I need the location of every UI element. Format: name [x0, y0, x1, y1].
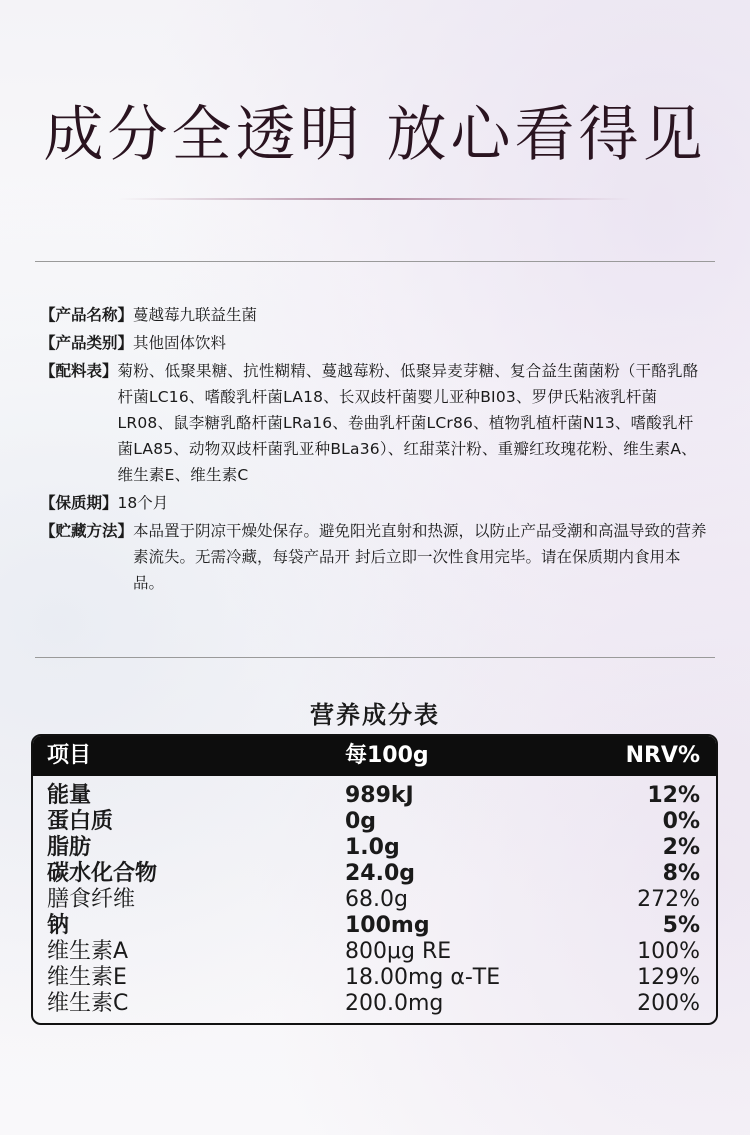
header-nrv: NRV% [625, 743, 700, 768]
headline-underline [118, 198, 632, 200]
table-row [33, 835, 716, 861]
row-per100g: 0g [345, 809, 377, 834]
row-nrv: 2% [662, 835, 700, 860]
nutrition-table-header [33, 736, 716, 776]
header-per100g: 每100g [345, 743, 429, 768]
row-item: 蛋白质 [47, 809, 114, 834]
row-nrv: 100% [637, 939, 700, 964]
info-row-name [40, 302, 708, 328]
table-row [33, 939, 716, 965]
row-nrv: 8% [662, 861, 700, 886]
row-item: 钠 [47, 913, 70, 938]
row-per100g: 1.0g [345, 835, 400, 860]
table-row [33, 913, 716, 939]
row-item: 膳食纤维 [47, 887, 136, 912]
header-item: 项目 [47, 743, 92, 768]
row-item: 维生素C [47, 991, 129, 1016]
divider-middle [35, 657, 715, 658]
name-value: 蔓越莓九联益生菌 [133, 306, 258, 324]
row-per100g: 68.0g [345, 887, 408, 912]
row-item: 维生素A [47, 939, 129, 964]
shelf-life-value: 18个月 [117, 494, 169, 512]
nutrition-table-body [33, 783, 716, 1017]
row-item: 维生素E [47, 965, 127, 990]
row-per100g: 18.00mg α-TE [345, 965, 501, 990]
table-row [33, 783, 716, 809]
row-nrv: 0% [662, 809, 700, 834]
info-row-storage [40, 518, 708, 596]
info-row-ingredients [40, 358, 708, 488]
info-row-category [40, 330, 708, 356]
row-item: 能量 [47, 783, 92, 808]
row-per100g: 100mg [345, 913, 430, 938]
storage-value: 本品置于阴凉干燥处保存。避免阳光直射和热源，以防止产品受潮和高温导致的营养素流失。无需冷藏，每袋产品开 封后立即一次性食用完毕。请在保质期内食用本品。 [133, 522, 707, 592]
table-row [33, 887, 716, 913]
row-per100g: 989kJ [345, 783, 414, 808]
row-nrv: 200% [637, 991, 700, 1016]
row-nrv: 129% [637, 965, 700, 990]
row-item: 脂肪 [47, 835, 92, 860]
ingredients-label: 【配料表】 [40, 362, 118, 380]
row-per100g: 200.0mg [345, 991, 444, 1016]
nutrition-table [31, 734, 718, 1025]
row-nrv: 12% [647, 783, 700, 808]
table-row [33, 965, 716, 991]
table-row [33, 809, 716, 835]
category-label: 【产品类别】 [40, 334, 134, 352]
storage-label: 【贮藏方法】 [40, 522, 134, 540]
row-per100g: 24.0g [345, 861, 416, 886]
table-row [33, 991, 716, 1017]
info-row-shelf-life [40, 490, 708, 516]
row-per100g: 800μg RE [345, 939, 452, 964]
table-row [33, 861, 716, 887]
row-item: 碳水化合物 [47, 861, 158, 886]
name-label: 【产品名称】 [40, 306, 134, 324]
ingredients-value: 菊粉、低聚果糖、抗性糊精、蔓越莓粉、低聚异麦芽糖、复合益生菌菌粉（干酪乳酪杆菌LC16、嗜酸乳杆菌LA18、长双歧杆菌婴儿亚种BI03、罗伊氏粘液乳杆菌LR08、鼠李糖乳酪杆菌LRa16、卷曲乳杆菌LCr86、植物乳植杆菌N13、嗜酸乳杆菌LA85、动物双歧杆菌乳亚种BLa36）、红甜菜汁粉、重瓣红玫瑰花粉、维生素A、维生素E、维生素C [117, 362, 699, 484]
category-value: 其他固体饮料 [133, 334, 227, 352]
row-nrv: 272% [637, 887, 700, 912]
row-nrv: 5% [662, 913, 700, 938]
product-info [40, 302, 708, 598]
page-headline: 成分全透明 放心看得见 [43, 100, 707, 170]
shelf-life-label: 【保质期】 [40, 494, 118, 512]
nutrition-table-title: 营养成分表 [310, 701, 440, 729]
divider-top [35, 261, 715, 262]
